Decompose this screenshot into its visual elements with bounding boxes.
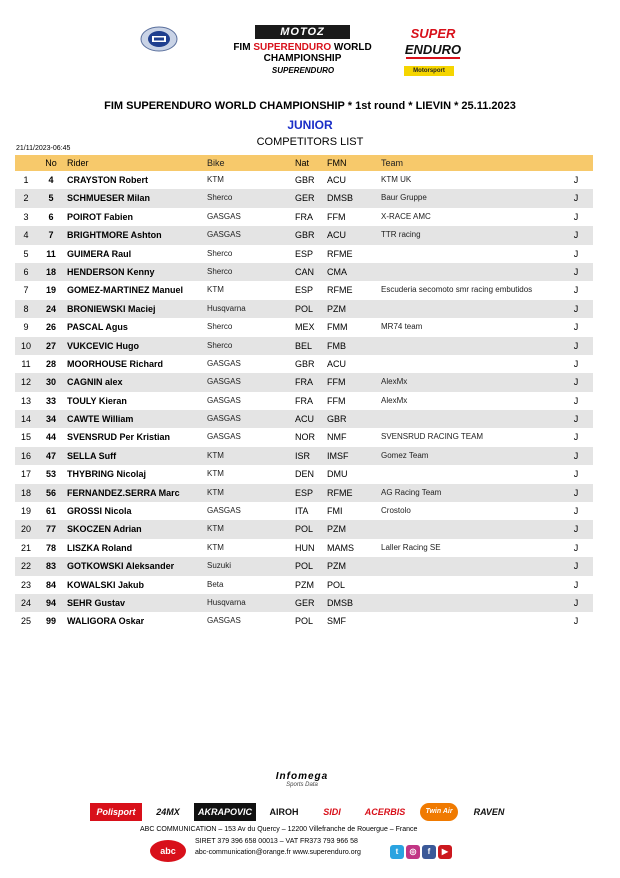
cell-bike: KTM	[207, 542, 224, 552]
table-row	[15, 539, 593, 557]
social-icons	[390, 845, 455, 859]
cell-cls: J	[573, 340, 579, 351]
cell-cls: J	[573, 230, 579, 241]
cell-nat: POL	[295, 524, 314, 535]
twitter-icon[interactable]: t	[390, 845, 404, 859]
championship-title-line2: CHAMPIONSHIP	[263, 53, 342, 64]
cell-cls: J	[573, 561, 579, 572]
cell-no: 83	[45, 561, 56, 572]
cell-cls: J	[573, 193, 579, 204]
superenduro-wordmark: SUPERENDURO	[271, 66, 335, 75]
cell-rider: GROSSI Nicola	[67, 506, 132, 517]
cell-no: 6	[48, 211, 54, 222]
sponsor-logo: AKRAPOVIC	[194, 803, 256, 821]
cell-no: 34	[45, 414, 56, 425]
table-header	[15, 155, 593, 171]
cell-rider: MOORHOUSE Richard	[67, 358, 164, 369]
cell-pos: 13	[20, 395, 31, 406]
table-row	[15, 337, 593, 355]
cell-no: 78	[45, 542, 56, 553]
cell-no: 33	[45, 395, 56, 406]
cell-cls: J	[573, 542, 579, 553]
cell-pos: 1	[23, 175, 29, 185]
page-title: FIM SUPERENDURO WORLD CHAMPIONSHIP * 1st round * LIEVIN * 25.11.2023	[104, 100, 516, 112]
cell-nat: HUN	[295, 542, 315, 553]
cell-bike: KTM	[207, 524, 224, 534]
cell-rider: CAGNIN alex	[67, 377, 123, 388]
table-row	[15, 300, 593, 318]
cell-nat: GER	[295, 597, 315, 608]
cell-cls: J	[573, 616, 579, 627]
cell-pos: 21	[20, 542, 31, 553]
cell-nat: POL	[295, 561, 314, 572]
cell-rider: HENDERSON Kenny	[67, 266, 155, 277]
cell-pos: 10	[20, 340, 31, 351]
cell-no: 24	[45, 303, 56, 314]
cell-no: 5	[48, 193, 54, 204]
cell-bike: Sherco	[207, 193, 233, 203]
table-row	[15, 171, 593, 189]
competitors-table	[15, 155, 593, 631]
table-row	[15, 245, 593, 263]
sponsor-strip	[90, 803, 520, 823]
cell-no: 99	[45, 616, 56, 627]
cell-fmn: CMA	[327, 266, 347, 277]
cell-team: Baur Gruppe	[381, 193, 427, 203]
table-row	[15, 373, 593, 391]
motoz-logo: MOTOZ	[255, 25, 350, 39]
cell-bike: GASGAS	[207, 211, 241, 221]
header-no: No	[45, 158, 57, 168]
cell-fmn: RFME	[327, 285, 353, 296]
cell-bike: GASGAS	[207, 230, 241, 240]
header-team: Team	[381, 158, 404, 168]
cell-no: 56	[45, 487, 56, 498]
cell-no: 26	[45, 322, 56, 333]
cell-pos: 15	[20, 432, 31, 443]
cell-pos: 7	[23, 285, 29, 296]
svg-text:ENDURO: ENDURO	[404, 42, 462, 57]
abc-logo: abc	[150, 840, 186, 862]
cell-fmn: GBR	[327, 414, 347, 425]
cell-rider: CRAYSTON Robert	[67, 175, 149, 185]
cell-nat: GBR	[295, 175, 315, 185]
cell-no: 11	[46, 248, 56, 259]
cell-bike: Beta	[207, 579, 224, 589]
cell-team: TTR racing	[381, 230, 421, 240]
timestamp: 21/11/2023-06:45	[16, 145, 71, 152]
table-row	[15, 520, 593, 538]
svg-text:SUPER: SUPER	[410, 26, 456, 41]
table-row	[15, 502, 593, 520]
table-row	[15, 318, 593, 336]
championship-title-line1: FIM SUPERENDURO WORLD	[233, 42, 372, 53]
abc-contact: abc-communication@orange.fr www.superenduro.org	[195, 849, 361, 856]
cell-pos: 20	[20, 524, 31, 535]
cell-fmn: PZM	[327, 561, 346, 572]
table-row	[15, 447, 593, 465]
cell-rider: KOWALSKI Jakub	[67, 579, 145, 590]
cell-fmn: IMSF	[327, 450, 349, 461]
cell-cls: J	[573, 175, 579, 185]
cell-pos: 4	[23, 230, 29, 241]
infomega-name: Infomega	[275, 771, 329, 782]
cell-pos: 17	[20, 469, 31, 480]
sponsor-logo: Polisport	[90, 803, 142, 821]
cell-bike: GASGAS	[207, 395, 241, 405]
cell-no: 27	[45, 340, 56, 351]
cell-team: X-RACE AMC	[381, 211, 431, 221]
cell-nat: MEX	[295, 322, 315, 333]
facebook-icon[interactable]: f	[422, 845, 436, 859]
table-row	[15, 355, 593, 373]
cell-fmn: FFM	[327, 211, 346, 222]
cell-pos: 3	[23, 211, 29, 222]
cell-bike: KTM	[207, 450, 224, 460]
cell-rider: CAWTE William	[67, 414, 134, 425]
cell-cls: J	[573, 579, 579, 590]
cell-bike: KTM	[207, 175, 224, 184]
cell-cls: J	[573, 450, 579, 461]
cell-fmn: DMU	[327, 469, 348, 480]
infomega-logo	[262, 771, 342, 788]
table-row	[15, 428, 593, 446]
cell-no: 44	[45, 432, 56, 443]
cell-fmn: FMB	[327, 340, 346, 351]
cell-cls: J	[573, 469, 579, 480]
table-body	[15, 171, 593, 631]
cell-nat: ACU	[295, 414, 315, 425]
cell-nat: POL	[295, 616, 314, 627]
cell-cls: J	[573, 285, 579, 296]
cell-bike: Sherco	[207, 266, 233, 276]
cell-fmn: NMF	[327, 432, 347, 443]
abc-siret: SIRET 379 396 658 00013 – VAT FR373 793 966 58	[195, 838, 358, 845]
header-bike: Bike	[207, 158, 225, 168]
cell-cls: J	[573, 377, 579, 388]
cell-rider: SKOCZEN Adrian	[67, 524, 142, 535]
cell-pos: 6	[23, 266, 29, 277]
table-row	[15, 263, 593, 281]
cell-rider: WALIGORA Oskar	[67, 616, 145, 627]
cell-fmn: FFM	[327, 395, 346, 406]
cell-nat: ITA	[295, 506, 309, 517]
list-title: COMPETITORS LIST	[256, 136, 364, 148]
cell-bike: KTM	[207, 487, 224, 497]
header-fmn: FMN	[327, 158, 347, 168]
cell-pos: 19	[20, 506, 31, 517]
cell-rider: TOULY Kieran	[67, 395, 127, 406]
cell-rider: SEHR Gustav	[67, 597, 126, 608]
cell-fmn: POL	[327, 579, 346, 590]
cell-cls: J	[573, 211, 579, 222]
cell-pos: 11	[21, 358, 31, 369]
category-title: JUNIOR	[287, 118, 333, 132]
cell-fmn: DMSB	[327, 193, 354, 204]
cell-rider: SELLA Suff	[67, 450, 117, 461]
cell-bike: Sherco	[207, 340, 233, 350]
cell-pos: 2	[23, 193, 29, 204]
cell-team: AG Racing Team	[381, 487, 442, 497]
cell-fmn: ACU	[327, 358, 347, 369]
cell-nat: GBR	[295, 358, 315, 369]
cell-bike: GASGAS	[207, 506, 241, 516]
table-row	[15, 557, 593, 575]
cell-team: Gomez Team	[381, 450, 429, 460]
cell-bike: GASGAS	[207, 358, 241, 368]
cell-fmn: PZM	[327, 303, 346, 314]
cell-no: 61	[45, 506, 56, 517]
cell-nat: NOR	[295, 432, 315, 443]
cell-cls: J	[573, 432, 579, 443]
cell-bike: GASGAS	[207, 432, 241, 442]
cell-team: MR74 team	[381, 322, 423, 332]
cell-pos: 25	[20, 616, 31, 627]
cell-pos: 8	[23, 303, 29, 314]
cell-team: SVENSRUD RACING TEAM	[381, 432, 484, 442]
cell-nat: ESP	[295, 248, 314, 259]
table-row	[15, 189, 593, 207]
cell-pos: 14	[20, 414, 31, 425]
cell-nat: ESP	[295, 487, 314, 498]
instagram-icon[interactable]: ◎	[406, 845, 420, 859]
cell-pos: 22	[20, 561, 31, 572]
cell-bike: Suzuki	[207, 561, 232, 571]
cell-rider: VUKCEVIC Hugo	[67, 340, 139, 351]
table-row	[15, 594, 593, 612]
cell-nat: PZM	[295, 579, 314, 590]
cell-nat: FRA	[295, 395, 313, 406]
cell-nat: GBR	[295, 230, 315, 241]
cell-no: 53	[45, 469, 56, 480]
cell-rider: POIROT Fabien	[67, 211, 134, 222]
cell-cls: J	[573, 248, 579, 259]
cell-team: Escuderia secomoto smr racing embutidos	[381, 285, 533, 295]
table-row	[15, 392, 593, 410]
cell-cls: J	[573, 322, 579, 333]
cell-no: 30	[45, 377, 56, 388]
cell-nat: FRA	[295, 377, 313, 388]
superenduro-logo	[400, 22, 466, 62]
cell-nat: GER	[295, 193, 315, 204]
cell-bike: KTM	[207, 285, 224, 295]
cell-cls: J	[573, 414, 579, 425]
cell-bike: Sherco	[207, 322, 233, 332]
table-row	[15, 484, 593, 502]
cell-rider: GOMEZ-MARTINEZ Manuel	[67, 285, 183, 296]
sponsor-logo: SIDI	[323, 807, 341, 817]
cell-cls: J	[573, 524, 579, 535]
sponsor-logo: AIROH	[269, 807, 299, 817]
cell-rider: BRIGHTMORE Ashton	[67, 230, 162, 241]
sponsor-logo: RAVEN	[473, 807, 505, 817]
cell-fmn: ACU	[327, 230, 347, 241]
cell-nat: POL	[295, 303, 314, 314]
cell-bike: GASGAS	[207, 377, 241, 387]
cell-cls: J	[573, 266, 579, 277]
cell-no: 4	[48, 175, 54, 185]
table-row	[15, 208, 593, 226]
cell-cls: J	[573, 395, 579, 406]
sponsor-logo: ACERBIS	[364, 807, 406, 817]
cell-fmn: FMM	[327, 322, 348, 333]
cell-no: 84	[45, 579, 56, 590]
cell-rider: SVENSRUD Per Kristian	[67, 432, 171, 443]
cell-fmn: DMSB	[327, 597, 354, 608]
table-row	[15, 226, 593, 244]
cell-pos: 5	[23, 248, 29, 259]
table-row	[15, 281, 593, 299]
cell-team: Laller Racing SE	[381, 542, 441, 552]
cell-bike: Husqvarna	[207, 597, 246, 607]
cell-rider: FERNANDEZ.SERRA Marc	[67, 487, 180, 498]
cell-bike: Sherco	[207, 248, 233, 258]
cell-no: 7	[48, 230, 54, 241]
cell-team: AlexMx	[381, 377, 408, 387]
header-nat: Nat	[295, 158, 310, 168]
cell-rider: BRONIEWSKI Maciej	[67, 303, 156, 314]
cell-cls: J	[573, 487, 579, 498]
sponsor-badge: Motorsport	[404, 66, 454, 76]
table-row	[15, 612, 593, 630]
cell-no: 47	[45, 450, 56, 461]
cell-bike: GASGAS	[207, 616, 241, 626]
cell-nat: FRA	[295, 211, 313, 222]
cell-nat: BEL	[295, 340, 313, 351]
cell-rider: LISZKA Roland	[67, 542, 133, 553]
cell-pos: 18	[20, 487, 31, 498]
cell-nat: ESP	[295, 285, 314, 296]
table-row	[15, 576, 593, 594]
cell-fmn: RFME	[327, 487, 353, 498]
cell-fmn: FFM	[327, 377, 346, 388]
infomega-subtitle: Sports Data	[286, 782, 318, 788]
cell-team: AlexMx	[381, 395, 408, 405]
fim-logo	[140, 26, 178, 52]
cell-nat: DEN	[295, 469, 315, 480]
cell-fmn: SMF	[327, 616, 346, 627]
cell-fmn: RFME	[327, 248, 353, 259]
cell-pos: 23	[20, 579, 31, 590]
cell-no: 94	[45, 597, 56, 608]
cell-bike: Husqvarna	[207, 303, 246, 313]
cell-nat: CAN	[295, 266, 315, 277]
table-row	[15, 410, 593, 428]
abc-address: ABC COMMUNICATION – 153 Av du Quercy – 12200 Villefranche de Rouergue – France	[140, 826, 418, 833]
cell-fmn: MAMS	[327, 542, 354, 553]
cell-team: KTM UK	[381, 175, 412, 184]
cell-fmn: PZM	[327, 524, 346, 535]
cell-fmn: ACU	[327, 175, 347, 185]
cell-no: 18	[45, 266, 56, 277]
cell-cls: J	[573, 506, 579, 517]
cell-bike: KTM	[207, 469, 224, 479]
table-row	[15, 465, 593, 483]
cell-rider: GUIMERA Raul	[67, 248, 132, 259]
cell-pos: 12	[20, 377, 31, 388]
cell-fmn: FMI	[327, 506, 343, 517]
cell-pos: 24	[20, 597, 31, 608]
cell-nat: ISR	[295, 450, 311, 461]
cell-no: 28	[45, 358, 56, 369]
cell-pos: 9	[23, 322, 29, 333]
youtube-icon[interactable]: ▶	[438, 845, 452, 859]
header-rider: Rider	[67, 158, 89, 168]
cell-bike: GASGAS	[207, 414, 241, 424]
cell-team: Crostolo	[381, 506, 411, 516]
cell-no: 77	[45, 524, 56, 535]
cell-pos: 16	[20, 450, 31, 461]
cell-rider: PASCAL Agus	[67, 322, 128, 333]
cell-cls: J	[573, 358, 579, 369]
sponsor-logo: Twin Air	[420, 803, 458, 821]
cell-rider: THYBRING Nicolaj	[67, 469, 147, 480]
cell-rider: SCHMUESER Milan	[67, 193, 151, 204]
sponsor-logo: 24MX	[156, 807, 180, 817]
cell-cls: J	[573, 597, 579, 608]
cell-rider: GOTKOWSKI Aleksander	[67, 561, 175, 572]
cell-no: 19	[45, 285, 56, 296]
cell-cls: J	[573, 303, 579, 314]
